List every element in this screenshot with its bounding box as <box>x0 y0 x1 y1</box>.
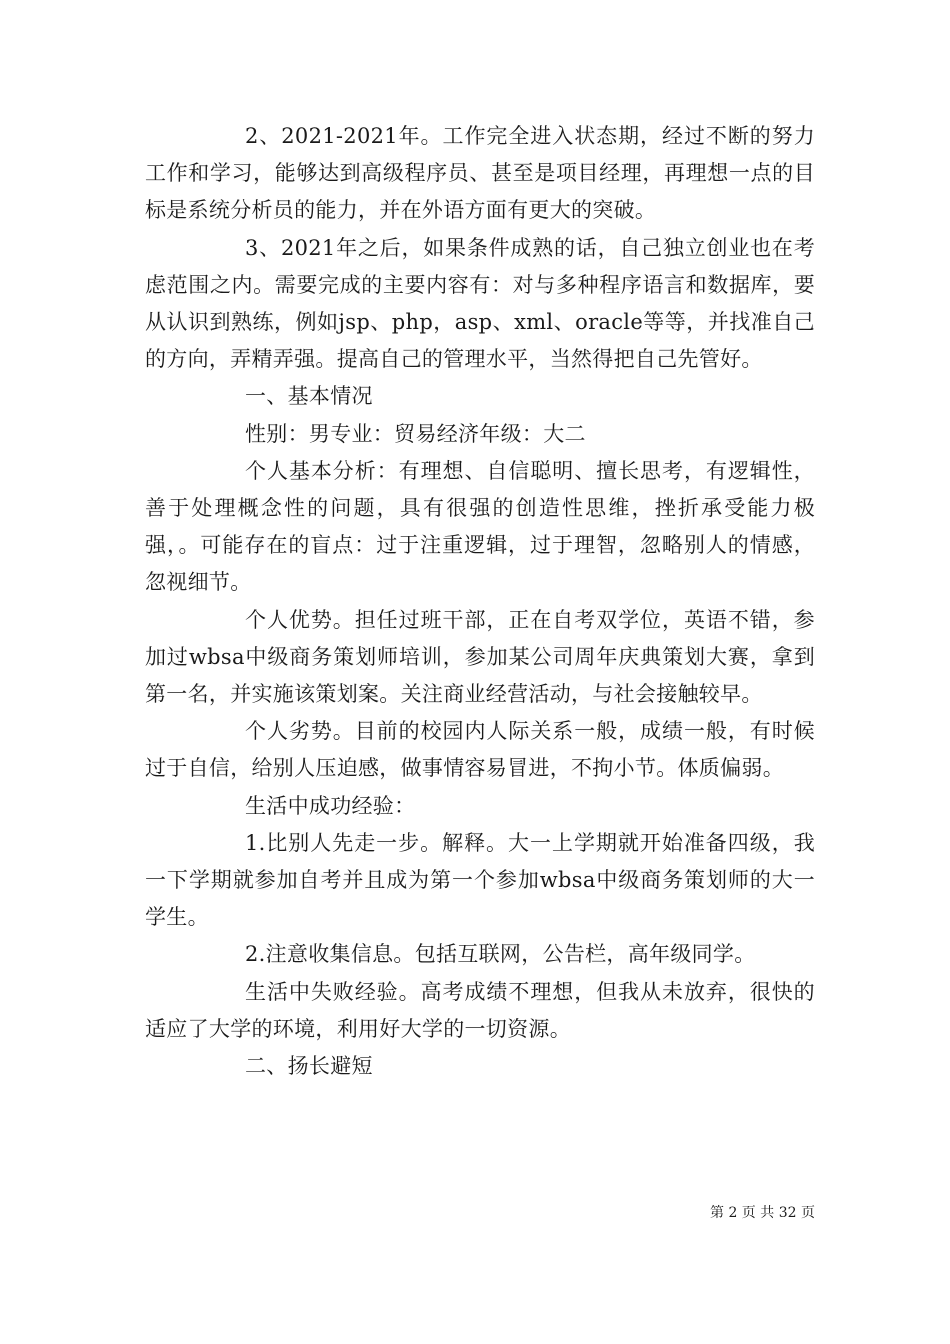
paragraph-strengths: 个人优势。担任过班干部，正在自考双学位，英语不错，参加过wbsa中级商务策划师培训，参加某公司周年庆典策划大赛，拿到第一名，并实施该策划案。关注商业经营活动，与社会接触较早。 <box>145 607 815 707</box>
paragraph-success-item-2: 2.注意收集信息。包括互联网，公告栏，高年级同学。 <box>245 942 756 967</box>
paragraph-plan-stage-2: 2、2021-2021年。工作完全进入状态期，经过不断的努力工作和学习，能够达到高级程序员、甚至是项目经理，再理想一点的目标是系统分析员的能力，并在外语方面有更大的突破。 <box>145 124 815 223</box>
section-heading-strengths-weaknesses: 二、扬长避短 <box>245 1054 373 1079</box>
page-number-footer: 第 2 页 共 32 页 <box>710 1205 815 1221</box>
paragraph-self-analysis: 个人基本分析：有理想、自信聪明、擅长思考，有逻辑性，善于处理概念性的问题，具有很强的创造性思维，挫折承受能力极强，。可能存在的盲点：过于注重逻辑，过于理智，忽略别人的情感，忽视细节。 <box>145 458 815 595</box>
document-body <box>145 118 815 1085</box>
paragraph-plan-stage-3: 3、2021年之后，如果条件成熟的话，自己独立创业也在考虑范围之内。需要完成的主要内容有：对与多种程序语言和数据库，要从认识到熟练，例如jsp、php，asp、xml、oracle等等，并找准自己的方向，弄精弄强。提高自己的管理水平，当然得把自己先管好。 <box>145 235 815 372</box>
paragraph-weaknesses: 个人劣势。目前的校园内人际关系一般，成绩一般，有时候过于自信，给别人压迫感，做事情容易冒进，不拘小节。体质偏弱。 <box>145 719 815 781</box>
paragraph-success-item-1: 1.比别人先走一步。解释。大一上学期就开始准备四级，我一下学期就参加自考并且成为第一个参加wbsa中级商务策划师的大一学生。 <box>145 830 815 930</box>
paragraph-success-heading: 生活中成功经验： <box>245 793 416 818</box>
section-heading-basic-info: 一、基本情况 <box>245 384 373 409</box>
paragraph-failure-experience: 生活中失败经验。高考成绩不理想，但我从未放弃，很快的适应了大学的环境，利用好大学的一切资源。 <box>145 979 815 1041</box>
paragraph-personal-info: 性别：男专业：贸易经济年级：大二 <box>245 421 586 446</box>
